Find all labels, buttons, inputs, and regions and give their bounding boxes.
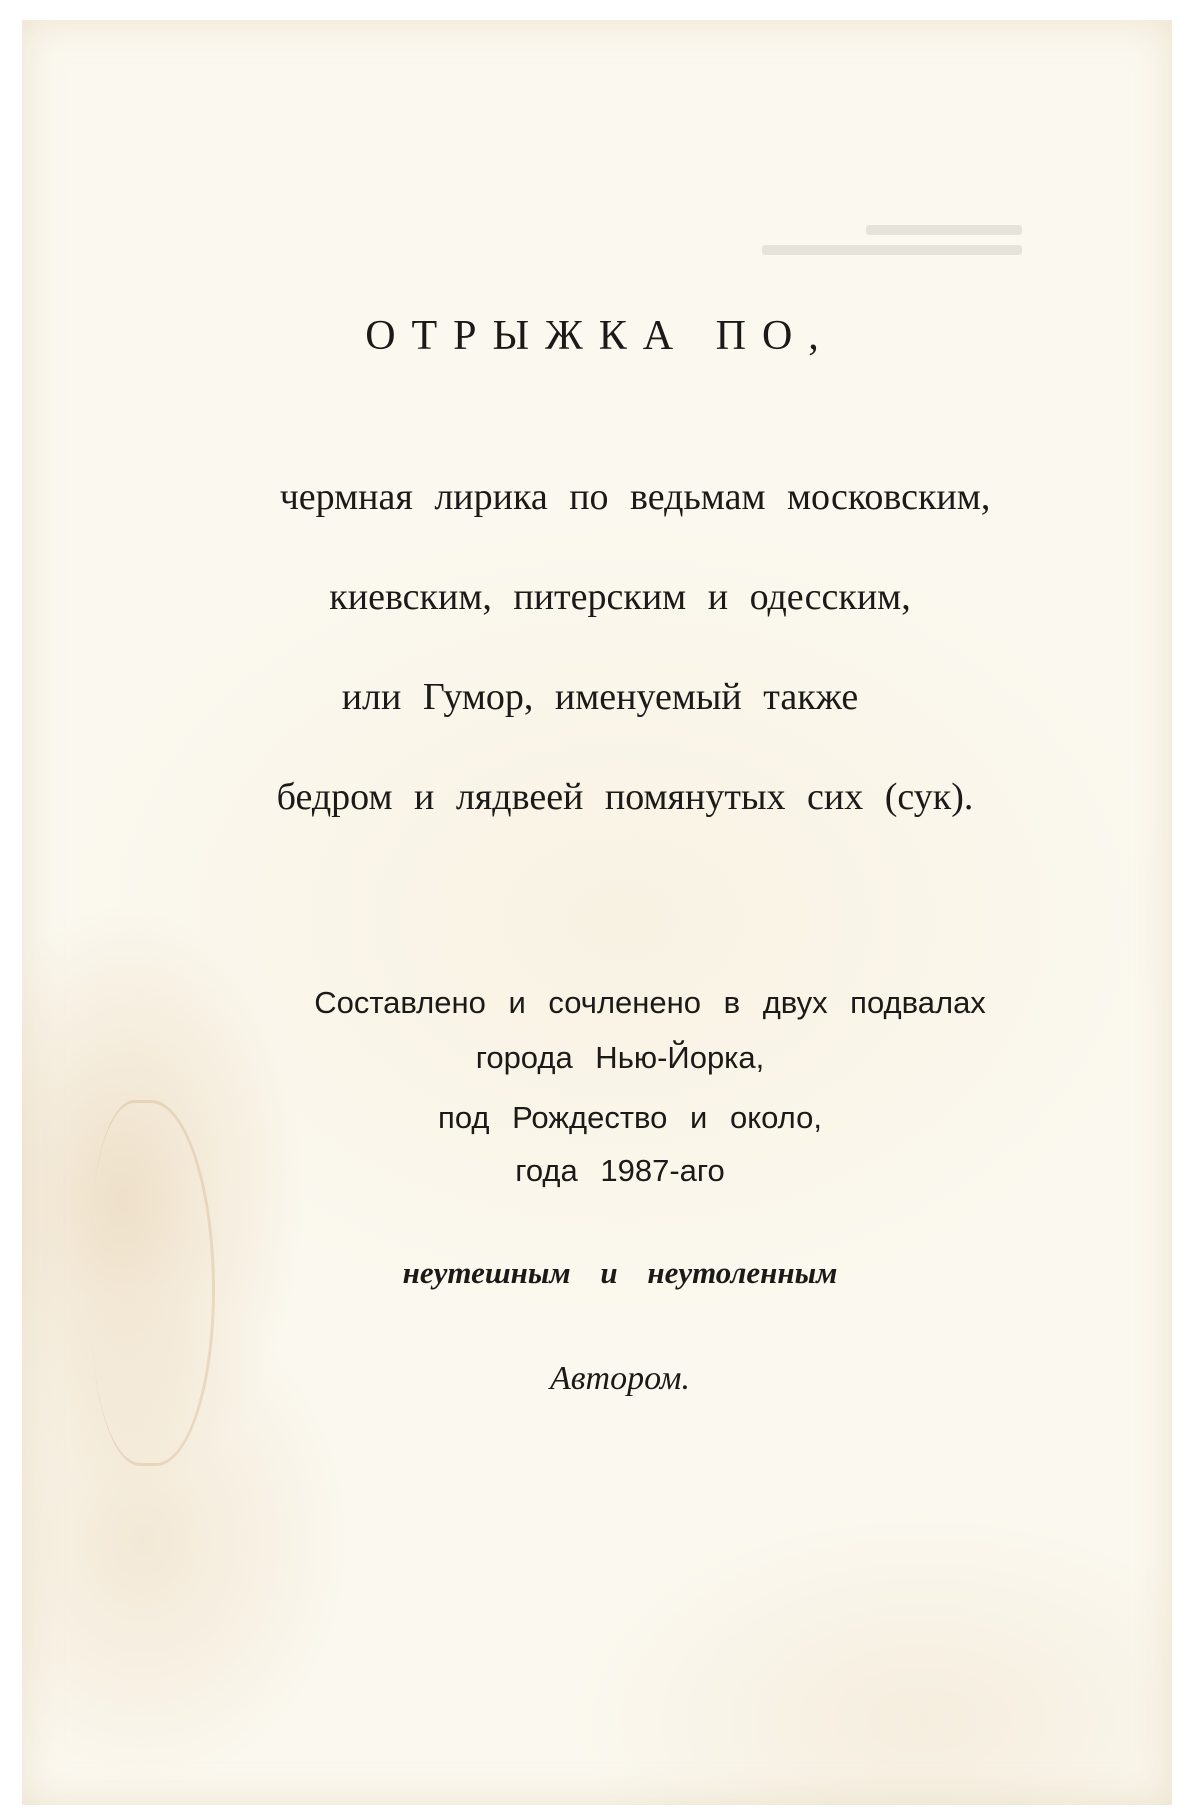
bleed-through-text — [762, 215, 1022, 285]
colophon-line-2: города Нью-Йорка, — [475, 1040, 765, 1075]
author-signature: Автором. — [550, 1360, 690, 1397]
subtitle-line-3: или Гумор, именуемый также — [341, 676, 859, 718]
subtitle-line-2: киевским, питерским и одесским, — [329, 576, 911, 618]
subtitle-line-1: чермная лирика по ведьмам московским, — [279, 476, 991, 518]
subtitle-line-4: бедром и лядвеей помянутых сих (сук). — [276, 776, 974, 818]
book-page — [22, 20, 1172, 1805]
page-title: ОТРЫЖКА ПО, — [365, 313, 835, 359]
colophon-line-4: года 1987-аго — [515, 1153, 725, 1188]
colophon-line-3: под Рождество и около, — [438, 1100, 822, 1135]
author-qualifier: неутешным и неутоленным — [402, 1255, 838, 1290]
colophon-line-1: Составлено и сочленено в двух подвалах — [314, 985, 986, 1020]
